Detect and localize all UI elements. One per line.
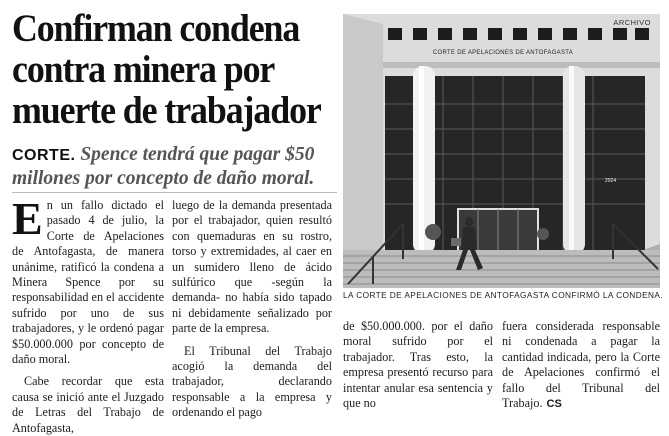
headline bbox=[12, 7, 321, 132]
subhead-text: Spence tendrá que pagar $50 millones por concepto de daño moral. bbox=[12, 144, 315, 189]
paragraph-3: El Tribunal del Trabajo acogió la demanda del trabajador, declarando responsable a la empresa y ordenando el pago bbox=[172, 343, 332, 420]
subhead bbox=[12, 143, 337, 190]
article-column-1 bbox=[12, 193, 164, 436]
article-column-4 bbox=[502, 319, 660, 412]
end-mark: CS bbox=[546, 398, 562, 411]
building-photo bbox=[343, 14, 660, 288]
article-column-3 bbox=[343, 319, 493, 411]
divider bbox=[12, 192, 337, 193]
drop-cap: E bbox=[12, 193, 43, 244]
building-sign: CORTE DE APELACIONES DE ANTOFAGASTA bbox=[432, 50, 574, 56]
paragraph-1 bbox=[12, 193, 164, 367]
headline-line-3: muerte de trabajador bbox=[12, 89, 321, 132]
paragraph-3-end-text: fuera considerada responsable ni condenada a pagar la cantidad indicada, pero la Corte de Apelaciones confirmó el fallo del Tribunal del Trabajo. bbox=[502, 319, 660, 411]
paragraph-2: Cabe recordar que esta causa se inició ante el Juzgado de Letras del Trabajo de Antofagasta, bbox=[12, 374, 164, 435]
section-tag: CORTE. bbox=[12, 147, 76, 164]
photo-credit: ARCHIVO bbox=[613, 18, 651, 27]
paragraph-3-end bbox=[502, 319, 660, 412]
headline-line-1: Confirman condena bbox=[12, 7, 300, 50]
headline-line-2: contra minera por bbox=[12, 48, 275, 91]
building-number: 2024 bbox=[605, 178, 617, 184]
court-building-illustration bbox=[343, 14, 660, 288]
paragraph-1-text: n un fallo dictado el pasado 4 de julio, la Corte de Apelaciones de Antofagasta, de manera unánime, ratificó la condena a Minera Spence por su responsabilidad en el accidente sufrido por uno de sus trabajadores, y le ordenó pagar $50.000.000 por concepto de daño moral. bbox=[12, 198, 164, 367]
paragraph-2-cont: luego de la demanda presentada por el trabajador, quien resultó con quemaduras en su rostro, torso y extremidades, al caer en un sumidero lleno de ácido sulfúrico que -según la demanda- no había sido tapado ni debidamente señalizado por parte de la empresa. bbox=[172, 198, 332, 336]
photo-caption: LA CORTE DE APELACIONES DE ANTOFAGASTA CONFIRMÓ LA CONDENA. bbox=[343, 290, 664, 300]
paragraph-3-cont: de $50.000.000. por el daño moral sufrido por el trabajador. Tras esto, la empresa presentó recurso para intentar anular esa sentencia y que no bbox=[343, 319, 493, 411]
article-column-2 bbox=[172, 198, 332, 421]
